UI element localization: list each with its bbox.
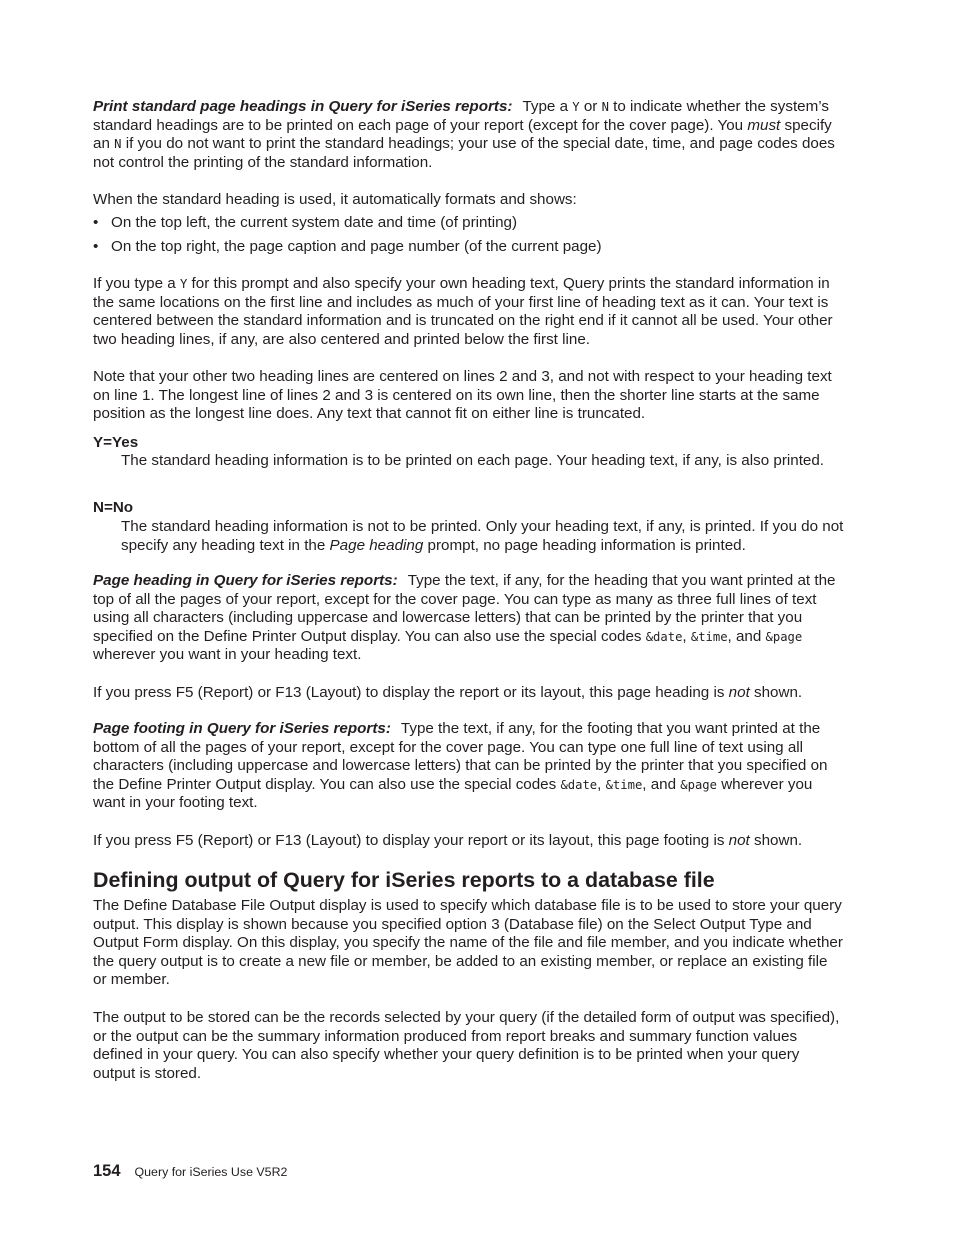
text-run: for this prompt and also specify your own heading text, Query prints the standard information in the same locations on the first line and includes as much of your first line of heading text as it can. Your text is centered between the standard information and is truncated on the right end if it cannot all be used. Your other two heading lines, if any, are also centered and printed below the first line. <box>93 275 833 348</box>
standard-heading-intro: When the standard heading is used, it automatically formats and shows: <box>93 191 577 208</box>
stored-output-paragraph: The output to be stored can be the records selected by your query (if the detailed form of output was specified), or the output can be the summary information produced from report breaks and summary function values defined in your query. You can also specify whether your query definition is to be printed when your query output is stored. <box>93 1009 840 1082</box>
code-time: &time <box>690 629 728 644</box>
text-run: wherever you want in your heading text. <box>93 646 362 664</box>
text-run: wherever you want in your footing text. <box>93 775 813 812</box>
page-number: 154 <box>93 1162 121 1180</box>
section-heading: Defining output of Query for iSeries reports to a database file <box>93 868 715 892</box>
list-item <box>93 214 845 238</box>
text-run: , and <box>642 775 681 793</box>
list-item-text: On the top right, the page caption and page number (of the current page) <box>111 238 602 255</box>
text-run: If you type a <box>93 275 180 292</box>
text-run: , <box>682 627 691 645</box>
centering-note-paragraph: Note that your other two heading lines are centered on lines 2 and 3, and not with respect to your heading text on line 1. The longest line of lines 2 and 3 is centered on its own line, then the shorter line starts at the same position as the longest line does. Any text that cannot fit on either line is truncated. <box>93 368 832 423</box>
text-run: Type the text, if any, for the heading that you want printed at the top of all the pages of your report, except for the cover page. You can type as many as three full lines of text using all characters (including uppercase and lowercase letters) that can be printed by the printer that you specified on the Define Printer Output display. You can also use the special codes <box>93 572 836 645</box>
text-run: If you press F5 (Report) or F13 (Layout) to display your report or its layout, this page footing is <box>93 832 729 849</box>
database-output-paragraph: The Define Database File Output display is used to specify which database file is to be used to store your query output. This display is shown because you specified option 3 (Database file) on the Select Output Type and Output Form display. On this display, you specify the name of the file and file member, and you indicate whether the query output is to create a new file or member, be added to an existing member, or replace an existing file or member. <box>93 897 843 989</box>
list-item-text: On the top left, the current system date and time (of printing) <box>111 214 518 231</box>
code-n: N <box>114 137 122 152</box>
list-item <box>93 238 845 262</box>
definition-no <box>121 518 845 555</box>
definition-term-yes: Y=Yes <box>93 434 139 451</box>
page-heading-note <box>93 684 845 703</box>
code-date: &date <box>645 629 683 644</box>
emphasis-not: not <box>728 684 750 701</box>
page-heading-lead: Page heading in Query for iSeries reports: <box>93 572 398 589</box>
page-footer <box>93 1162 287 1182</box>
page-footing-lead: Page footing in Query for iSeries reports: <box>93 720 391 737</box>
bullet-glyph: • <box>93 214 99 231</box>
text-run: , <box>597 775 606 793</box>
emphasis-not: not <box>728 832 750 849</box>
print-headings-paragraph <box>93 98 845 172</box>
code-n: N <box>601 100 609 114</box>
definition-yes: The standard heading information is to be printed on each page. Your heading text, if any, is also printed. <box>121 452 825 469</box>
bullet-glyph: • <box>93 238 99 255</box>
page-footing-note <box>93 832 845 851</box>
text-run: or <box>579 98 602 115</box>
page-heading-paragraph <box>93 572 845 665</box>
print-headings-lead: Print standard page headings in Query for iSeries reports: <box>93 98 513 115</box>
code-time: &time <box>605 777 643 792</box>
emphasis-page-heading: Page heading <box>329 536 424 554</box>
book-title: Query for iSeries Use V5R2 <box>134 1165 288 1179</box>
text-run: Type a <box>522 98 573 115</box>
text-run: prompt, no page heading information is printed. <box>423 536 746 554</box>
text-run: , and <box>727 627 766 645</box>
text-run: if you do not want to print the standard headings; your use of the special date, time, and page codes does not control the printing of the standard information. <box>93 135 835 171</box>
code-page: &page <box>765 629 803 644</box>
code-page: &page <box>680 777 717 792</box>
text-run: If you press F5 (Report) or F13 (Layout) to display the report or its layout, this page heading is <box>93 684 729 701</box>
code-date: &date <box>560 777 598 792</box>
page-footing-paragraph <box>93 720 845 813</box>
standard-heading-list <box>93 214 845 262</box>
text-run: The standard heading information is not to be printed. Only your heading text, if any, is printed. If you do not specify any heading text in the <box>121 518 844 554</box>
text-run: Type the text, if any, for the footing that you want printed at the bottom of all the pages of your report, except for the cover page. You can type one full line of text using all characters (including uppercase and lowercase letters) that can be printed by the printer that you specified on the Define Printer Output display. You can also use the special codes <box>93 720 828 793</box>
emphasis-must: must <box>747 116 781 134</box>
code-y: Y <box>572 100 580 114</box>
text-run: shown. <box>749 684 803 701</box>
text-run: to indicate whether the system’s standard headings are to be printed on each page of your report (except for the cover page). You <box>93 98 829 134</box>
own-heading-paragraph <box>93 275 845 349</box>
definition-term-no: N=No <box>93 499 134 516</box>
text-run: specify an <box>93 116 832 153</box>
code-y: Y <box>179 277 188 291</box>
text-run: shown. <box>749 832 803 849</box>
